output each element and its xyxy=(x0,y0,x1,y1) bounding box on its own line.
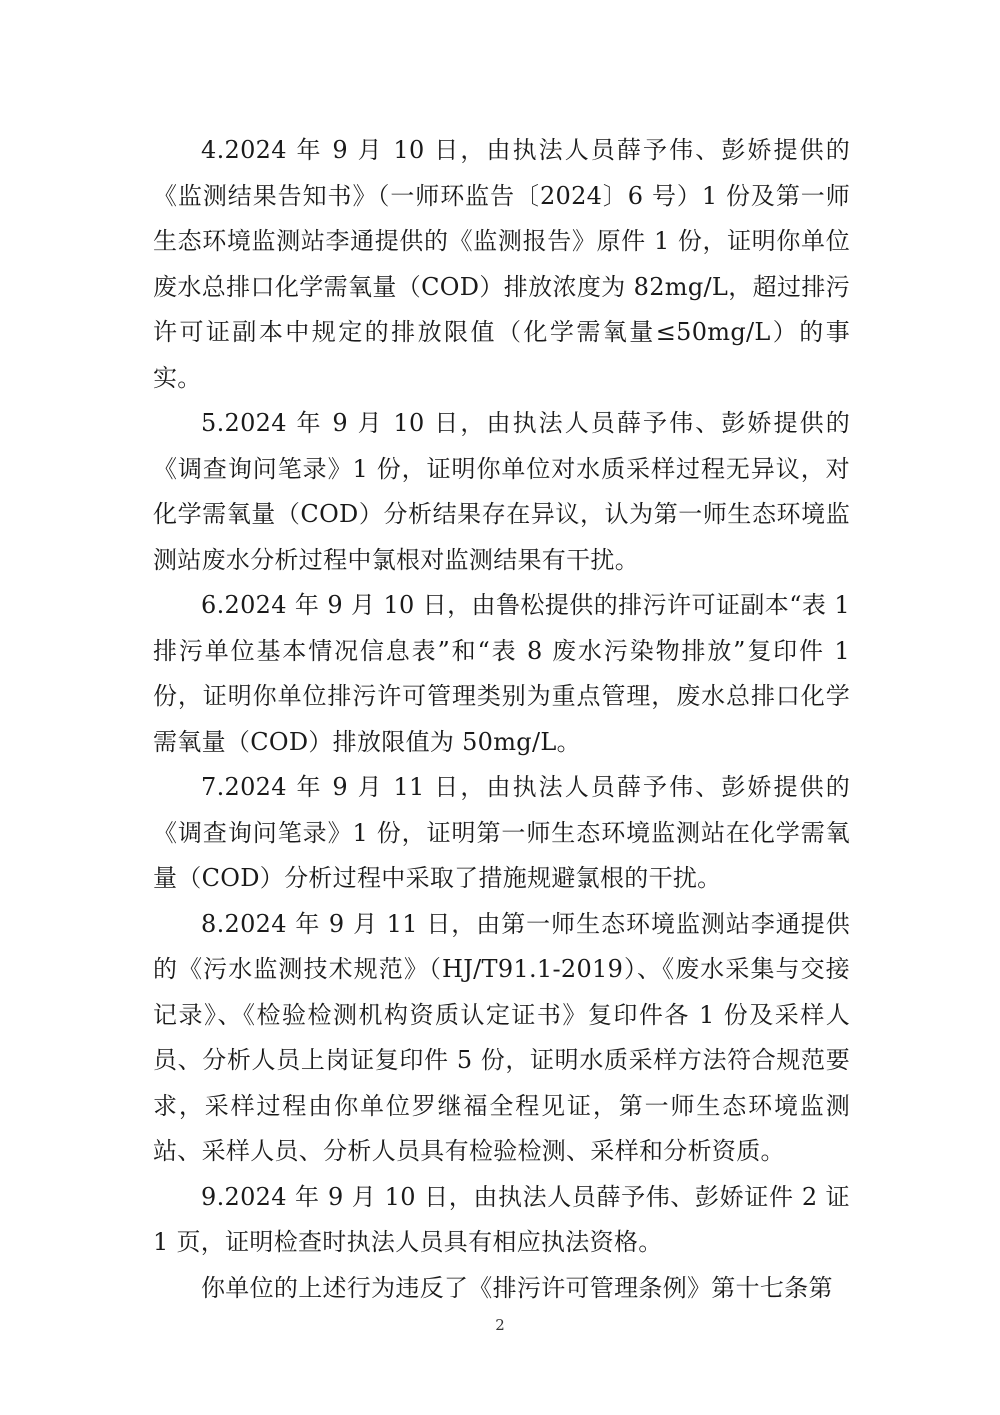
evidence-item-5: 5.2024 年 9 月 10 日，由执法人员薛予伟、彭娇提供的《调查询问笔录》1 份，证明你单位对水质采样过程无异议，对化学需氧量（COD）分析结果存在异议，认为第一师生态环境监测站废水分析过程中氯根对监测结果有干扰。 xyxy=(153,409,850,574)
document-body xyxy=(153,128,850,1311)
page-number: 2 xyxy=(495,1316,505,1334)
evidence-item-8: 8.2024 年 9 月 11 日，由第一师生态环境监测站李通提供的《污水监测技术规范》（HJ/T91.1-2019）、《废水采集与交接记录》、《检验检测机构资质认定证书》复印件各 1 份及采样人员、分析人员上岗证复印件 5 份，证明水质采样方法符合规范要求，采样过程由你单位罗继福全程见证，第一师生态环境监测站、采样人员、分析人员具有检验检测、采样和分析资质。 xyxy=(153,909,850,1165)
evidence-item-4: 4.2024 年 9 月 10 日，由执法人员薛予伟、彭娇提供的《监测结果告知书》（一师环监告〔2024〕6 号）1 份及第一师生态环境监测站李通提供的《监测报告》原件 1 份，证明你单位废水总排口化学需氧量（COD）排放浓度为 82mg/L，超过排污许可证副本中规定的排放限值（化学需氧量≤50mg/L）的事实。 xyxy=(153,136,850,392)
evidence-item-9: 9.2024 年 9 月 10 日，由执法人员薛予伟、彭娇证件 2 证 1 页，证明检查时执法人员具有相应执法资格。 xyxy=(153,1182,850,1256)
evidence-item-7: 7.2024 年 9 月 11 日，由执法人员薛予伟、彭娇提供的《调查询问笔录》1 份，证明第一师生态环境监测站在化学需氧量（COD）分析过程中采取了措施规避氯根的干扰。 xyxy=(153,773,850,892)
violation-statement: 你单位的上述行为违反了《排污许可管理条例》第十七条第 xyxy=(201,1273,833,1302)
evidence-item-6: 6.2024 年 9 月 10 日，由鲁松提供的排污许可证副本“表 1 排污单位基本情况信息表”和“表 8 废水污染物排放”复印件 1 份，证明你单位排污许可管理类别为重点管理，废水总排口化学需氧量（COD）排放限值为 50mg/L。 xyxy=(153,591,850,756)
